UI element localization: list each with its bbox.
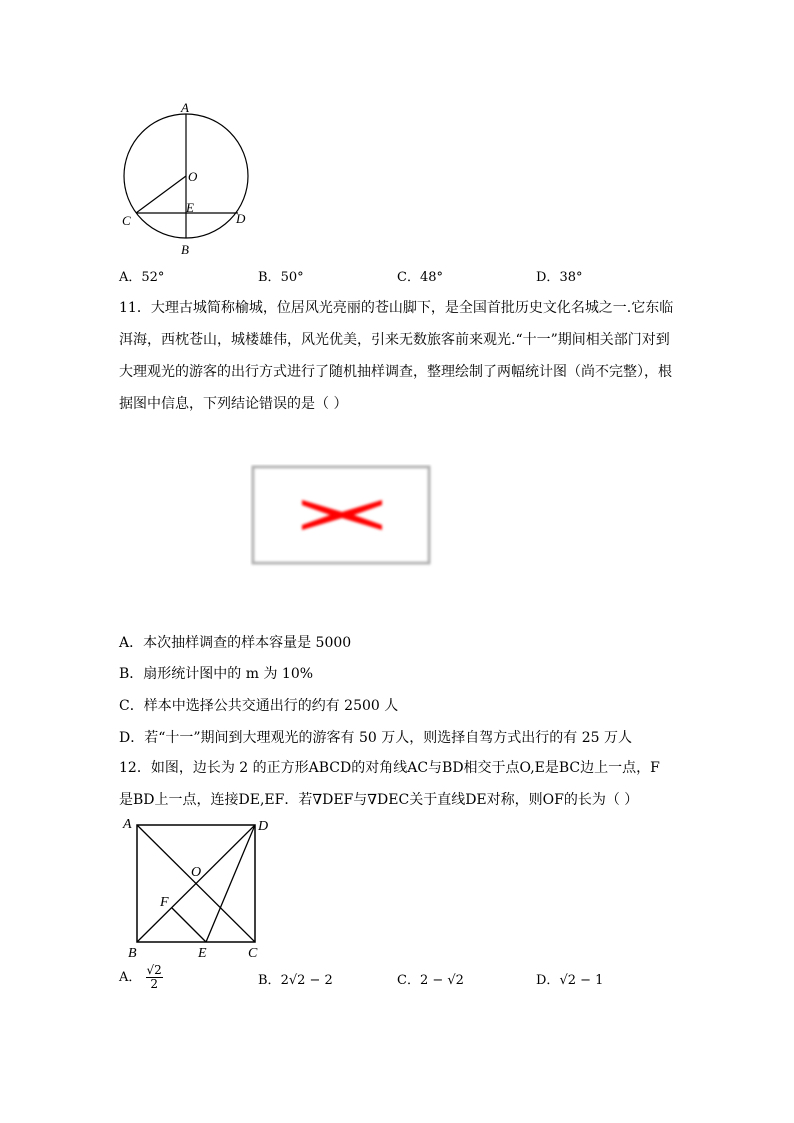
circle-figure bbox=[112, 96, 262, 261]
label-e: E bbox=[186, 200, 194, 215]
label-o: O bbox=[191, 865, 202, 880]
label-e: E bbox=[198, 946, 207, 961]
label-d: D bbox=[236, 211, 246, 226]
q11-line-4: 据图中信息，下列结论错误的是（ ） bbox=[119, 396, 348, 412]
q12-option-d: D．√2 − 1 bbox=[536, 973, 604, 988]
label-c: C bbox=[122, 213, 131, 228]
q11-line-1: 11．大理古城简称榆城，位居风光亮丽的苍山脚下，是全国首批历史文化名城之一.它东临 bbox=[119, 300, 674, 316]
label-b: B bbox=[181, 242, 189, 257]
q12-line-2: 是BD上一点，连接DE,EF．若∇DEF与∇DEC关于直线DE对称，则OF的长为（ ） bbox=[119, 792, 639, 808]
q12-option-b: B．2√2 − 2 bbox=[258, 973, 333, 988]
segment-oc bbox=[136, 176, 186, 213]
q11-line-2: 洱海，西枕苍山，城楼雄伟，风光优美，引来无数旅客前来观光.“十一”期间相关部门对到 bbox=[119, 332, 670, 348]
label-d: D bbox=[258, 819, 269, 834]
label-a: A bbox=[123, 817, 132, 832]
label-c: C bbox=[248, 946, 258, 961]
broken-image-icon bbox=[250, 464, 436, 568]
label-a: A bbox=[181, 100, 189, 115]
label-b: B bbox=[128, 946, 137, 961]
q11-option-c: C．样本中选择公共交通出行的约有 2500 人 bbox=[119, 698, 399, 714]
q12-option-a: A． $\frac{√2}{2}$ bbox=[119, 963, 162, 991]
q11-option-a: A．本次抽样调查的样本容量是 5000 bbox=[119, 635, 352, 651]
q10-option-a: A．52° bbox=[119, 270, 165, 285]
q11-option-d: D．若“十一”期间到大理观光的游客有 50 万人，则选择自驾方式出行的有 25 万人 bbox=[119, 730, 632, 746]
label-f: F bbox=[160, 895, 169, 910]
segment-ef bbox=[172, 908, 206, 942]
q12-line-1: 12．如图，边长为 2 的正方形ABCD的对角线AC与BD相交于点O,E是BC边上一点，F bbox=[119, 760, 660, 776]
q11-option-b: B．扇形统计图中的 m 为 10% bbox=[119, 666, 314, 682]
segment-de bbox=[206, 825, 255, 942]
fraction: $\frac{√2}{2}$ bbox=[146, 963, 162, 991]
q10-option-b: B．50° bbox=[258, 270, 304, 285]
square-figure bbox=[118, 812, 278, 962]
q11-line-3: 大理观光的游客的出行方式进行了随机抽样调查，整理绘制了两幅统计图（尚不完整），根 bbox=[119, 364, 672, 380]
q10-option-c: C．48° bbox=[397, 270, 443, 285]
q10-option-d: D．38° bbox=[536, 270, 583, 285]
label-o: O bbox=[188, 169, 198, 184]
q12-option-c: C．2 − √2 bbox=[397, 973, 464, 988]
